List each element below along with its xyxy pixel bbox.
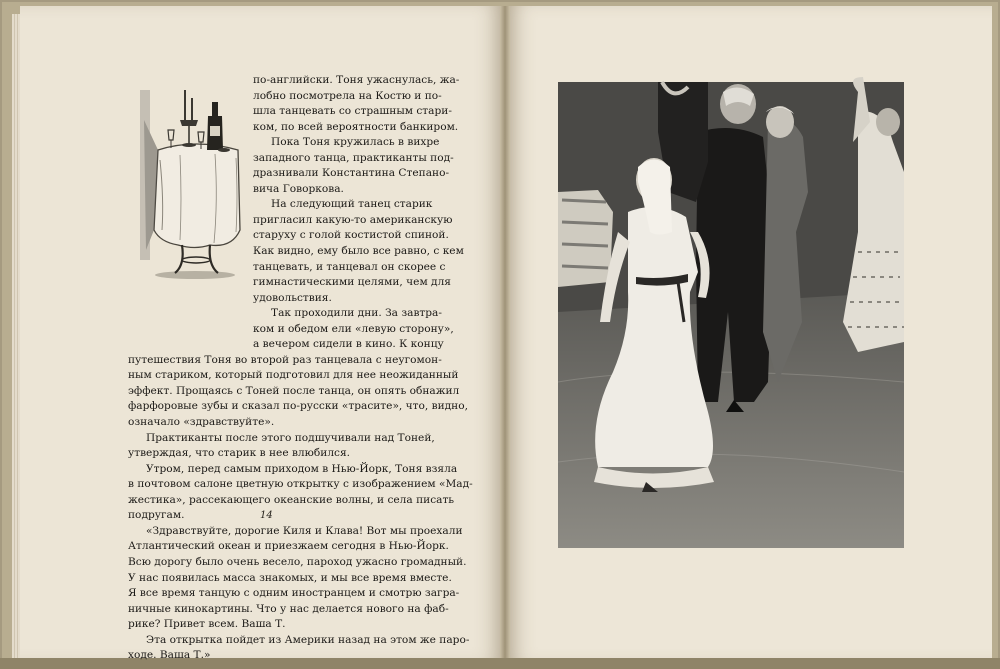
text-line: вича Говоркова.	[253, 182, 344, 195]
text-line: рике? Привет всем. Ваша Т.	[128, 618, 286, 631]
page-number: 14	[260, 510, 273, 521]
text-line: жестика», рассекающего океанские волны, и села писать	[128, 493, 455, 506]
text-line: ком, по всей вероятности банкиром.	[253, 120, 459, 133]
text-line: гимнастическими целями, чем для	[253, 276, 451, 289]
text-line: в почтовом салоне цветную открытку с изображением «Мад-	[128, 478, 473, 491]
text-line: шла танцевать со страшным стари-	[253, 105, 452, 118]
text-line: по-английски. Тоня ужаснулась, жа-	[253, 74, 460, 86]
left-page-text	[128, 73, 473, 664]
text-line: эффект. Прощаясь с Тоней после танца, он опять обнажил	[128, 384, 460, 397]
text-line: старуху с голой костистой спиной.	[253, 229, 449, 242]
text-line: утверждая, что старик в нее влюбился.	[128, 447, 351, 460]
text-line: ходе. Ваша Т.»	[128, 649, 211, 662]
text-line: подругам.	[128, 509, 185, 522]
text-line: танцевать, и танцевал он скорее с	[253, 260, 446, 273]
text-line: удовольствия.	[253, 291, 332, 304]
text-line: пригласил какую-то американскую	[253, 213, 453, 226]
text-line: означало «здравствуйте».	[128, 416, 275, 429]
book-gutter	[500, 6, 510, 661]
text-line: На следующий танец старик	[271, 198, 433, 211]
text-line: а вечером сидели в кино. К концу	[253, 338, 444, 351]
text-line: Я все время танцую с одним иностранцем и смотрю загра-	[128, 587, 460, 600]
text-line: Пока Тоня кружилась в вихре	[271, 136, 440, 149]
text-line: У нас появилась масса знакомых, и мы все время вместе.	[128, 571, 452, 584]
text-line: Утром, перед самым приходом в Нью-Йорк, Тоня взяла	[146, 462, 458, 475]
text-line: «Здравствуйте, дорогие Киля и Клава! Вот мы проехали	[146, 524, 463, 537]
text-line: ком и обедом ели «левую сторону»,	[253, 322, 454, 335]
text-line: Атлантический океан и приезжаем сегодня в Нью-Йорк.	[128, 540, 449, 553]
text-line: западного танца, практиканты под-	[253, 151, 454, 164]
text-line: Так проходили дни. За завтра-	[271, 307, 442, 320]
text-line: Эта открытка пойдет из Америки назад на этом же паро-	[146, 633, 470, 646]
text-line: фарфоровые зубы и сказал по-русски «трасите», что, видно,	[128, 400, 468, 413]
text-line: дразнивали Константина Степано-	[253, 167, 450, 180]
text-line: Практиканты после этого подшучивали над Тоней,	[146, 431, 435, 444]
text-line: путешествия Тоня во второй раз танцевала с неугомон-	[128, 353, 442, 366]
paragraph	[128, 353, 473, 664]
text-line: Как видно, ему было все равно, с кем	[253, 245, 464, 258]
text-line: лобно посмотрела на Костю и по-	[253, 89, 442, 102]
paragraph	[128, 73, 464, 353]
dance-illustration	[558, 82, 904, 548]
text-line: Всю дорогу было очень весело, пароход ужасно громадный.	[128, 555, 467, 568]
text-line: ным стариком, который подготовил для нее неожиданный	[128, 369, 459, 382]
text-line: ничные кинокартины. Что у нас делается нового на фаб-	[128, 602, 449, 615]
